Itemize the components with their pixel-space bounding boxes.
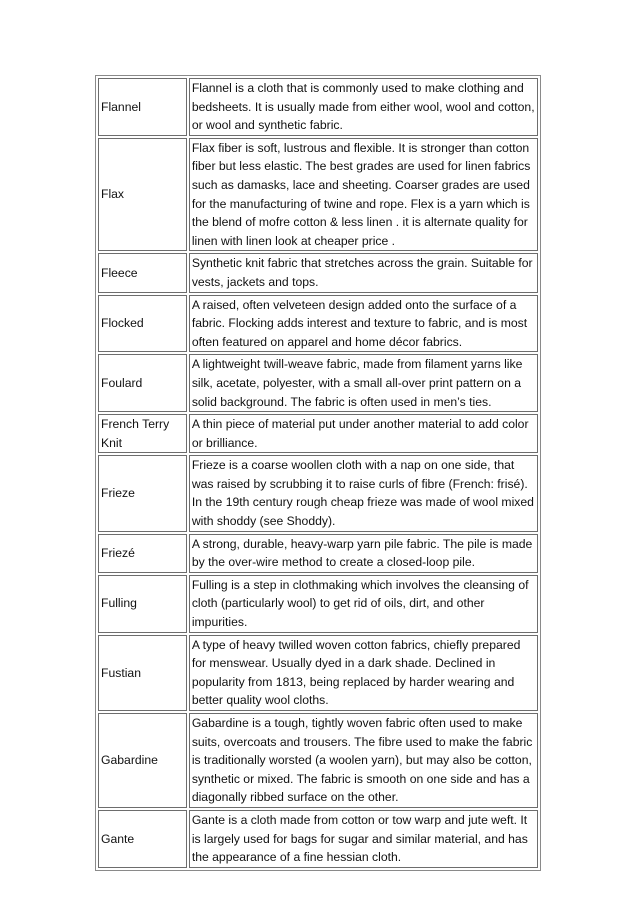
term-cell: Fulling <box>98 575 187 633</box>
definition-cell: Gante is a cloth made from cotton or tow warp and jute weft. It is largely used for bags for sugar and similar material, and has the appearance of a fine hessian cloth. <box>189 810 538 868</box>
term-cell: Foulard <box>98 354 187 412</box>
glossary-table <box>95 75 541 871</box>
definition-cell: A type of heavy twilled woven cotton fabrics, chiefly prepared for menswear. Usually dyed in a dark shade. Declined in popularity from 1813, being replaced by harder wearing and better quality wool cloths. <box>189 635 538 711</box>
glossary-body <box>98 78 538 868</box>
term-cell: Fustian <box>98 635 187 711</box>
table-row <box>98 575 538 633</box>
definition-cell: Frieze is a coarse woollen cloth with a nap on one side, that was raised by scrubbing it to raise curls of fibre (French: frisé). In the 19th century rough cheap frieze was made of wool mixed with shoddy (see Shoddy). <box>189 455 538 531</box>
table-row <box>98 810 538 868</box>
table-row <box>98 414 538 453</box>
term-cell: French Terry Knit <box>98 414 187 453</box>
table-row <box>98 78 538 136</box>
term-cell: Flannel <box>98 78 187 136</box>
term-cell: Gante <box>98 810 187 868</box>
table-row <box>98 713 538 808</box>
definition-cell: A lightweight twill-weave fabric, made from filament yarns like silk, acetate, polyester, with a small all-over print pattern on a solid background. The fabric is often used in men’s ties. <box>189 354 538 412</box>
table-row <box>98 534 538 573</box>
term-cell: Flax <box>98 138 187 252</box>
definition-cell: Flannel is a cloth that is commonly used to make clothing and bedsheets. It is usually made from either wool, wool and cotton, or wool and synthetic fabric. <box>189 78 538 136</box>
table-row <box>98 635 538 711</box>
table-row <box>98 253 538 292</box>
term-cell: Friezé <box>98 534 187 573</box>
term-cell: Gabardine <box>98 713 187 808</box>
table-row <box>98 295 538 353</box>
definition-cell: A strong, durable, heavy-warp yarn pile fabric. The pile is made by the over-wire method to create a closed-loop pile. <box>189 534 538 573</box>
definition-cell: Synthetic knit fabric that stretches across the grain. Suitable for vests, jackets and tops. <box>189 253 538 292</box>
term-cell: Frieze <box>98 455 187 531</box>
term-cell: Flocked <box>98 295 187 353</box>
definition-cell: A raised, often velveteen design added onto the surface of a fabric. Flocking adds interest and texture to fabric, and is most often featured on apparel and home décor fabrics. <box>189 295 538 353</box>
table-row <box>98 354 538 412</box>
table-row <box>98 455 538 531</box>
definition-cell: Flax fiber is soft, lustrous and flexible. It is stronger than cotton fiber but less elastic. The best grades are used for linen fabrics such as damasks, lace and sheeting. Coarser grades are used for the manufacturing of twine and rope. Flex is a yarn which is the blend of mofre cotton & less linen . it is alternate quality for linen with linen look at cheaper price . <box>189 138 538 252</box>
definition-cell: Gabardine is a tough, tightly woven fabric often used to make suits, overcoats and trousers. The fibre used to make the fabric is traditionally worsted (a woolen yarn), but may also be cotton, synthetic or mixed. The fabric is smooth on one side and has a diagonally ribbed surface on the other. <box>189 713 538 808</box>
term-cell: Fleece <box>98 253 187 292</box>
definition-cell: Fulling is a step in clothmaking which involves the cleansing of cloth (particularly wool) to get rid of oils, dirt, and other impurities. <box>189 575 538 633</box>
definition-cell: A thin piece of material put under another material to add color or brilliance. <box>189 414 538 453</box>
table-row <box>98 138 538 252</box>
